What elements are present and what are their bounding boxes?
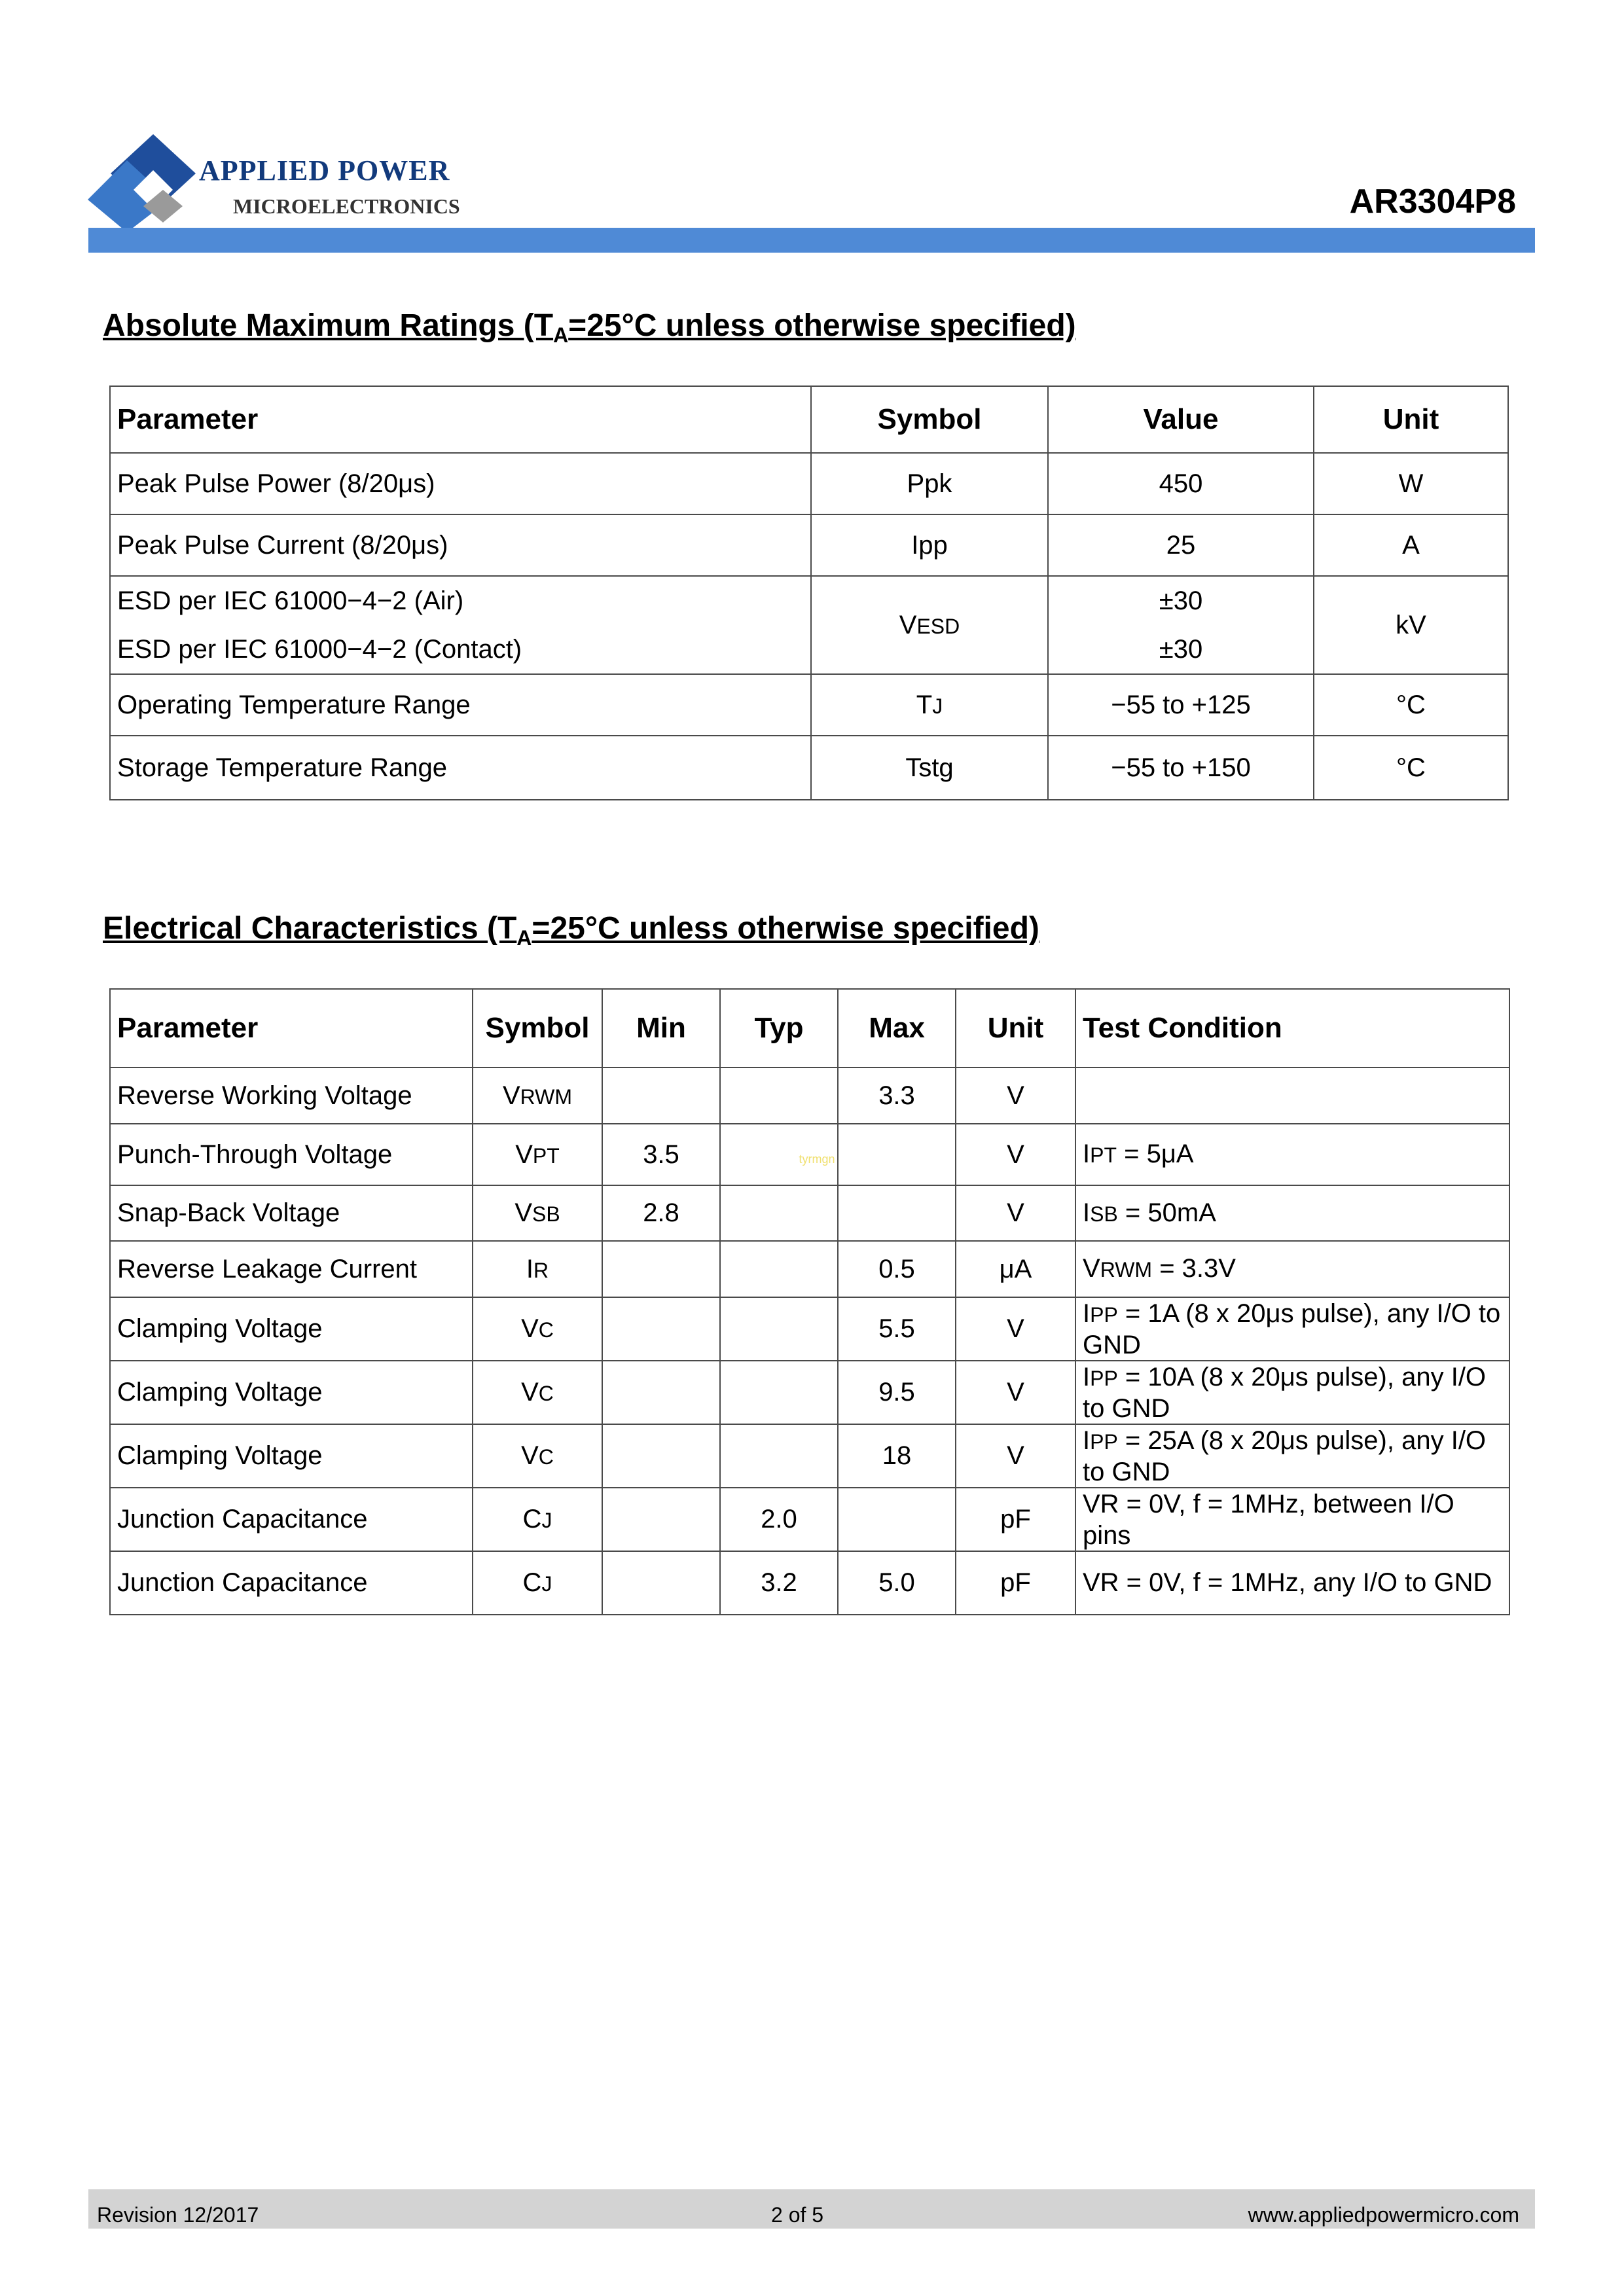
min-cell — [602, 1488, 720, 1551]
value-line: ±30 — [1159, 586, 1203, 615]
table-row — [110, 514, 1508, 576]
max-cell: 9.5 — [838, 1361, 956, 1424]
table-row — [110, 576, 1508, 674]
table-row — [110, 453, 1508, 514]
table-row — [110, 1424, 1509, 1488]
unit-cell: V — [956, 1361, 1075, 1424]
max-cell — [838, 1185, 956, 1241]
faint-mark: tyrmgn — [799, 1152, 835, 1166]
electrical-characteristics-table — [109, 988, 1510, 1615]
unit-cell: pF — [956, 1488, 1075, 1551]
unit-cell: V — [956, 1185, 1075, 1241]
max-cell: 0.5 — [838, 1241, 956, 1297]
header-cell: Parameter — [110, 989, 473, 1067]
header-cell: Unit — [956, 989, 1075, 1067]
min-cell: 3.5 — [602, 1124, 720, 1185]
typ-cell — [720, 1297, 838, 1361]
typ-cell — [720, 1185, 838, 1241]
header-bar — [88, 228, 1535, 253]
param-cell: Reverse Working Voltage — [110, 1067, 473, 1124]
header-cell: Value — [1048, 386, 1314, 453]
logo-name-line2: MICROELECTRONICS — [233, 194, 460, 218]
min-cell — [602, 1241, 720, 1297]
part-number: AR3304P8 — [1349, 183, 1516, 221]
unit-cell: pF — [956, 1551, 1075, 1615]
footer-page-number: 2 of 5 — [771, 2203, 824, 2227]
max-cell: 5.5 — [838, 1297, 956, 1361]
header-cell: Unit — [1314, 386, 1508, 453]
param-cell: Punch-Through Voltage — [110, 1124, 473, 1185]
param-cell: Snap-Back Voltage — [110, 1185, 473, 1241]
table-row — [110, 1185, 1509, 1241]
value-cell — [1048, 576, 1314, 674]
unit-cell: V — [956, 1067, 1075, 1124]
header-cell: Symbol — [473, 989, 602, 1067]
condition-cell — [1075, 1067, 1509, 1124]
max-cell: 5.0 — [838, 1551, 956, 1615]
header-cell: Parameter — [110, 386, 811, 453]
min-cell: 2.8 — [602, 1185, 720, 1241]
ec-section-title: Electrical Characteristics ($T_A=25^\circ C$ unless otherwise specified) — [103, 911, 1039, 950]
footer-revision: Revision 12/2017 — [97, 2203, 259, 2227]
param-cell: Reverse Leakage Current — [110, 1241, 473, 1297]
symbol-cell: VESD — [811, 576, 1048, 674]
value-cell: 450 — [1048, 453, 1314, 514]
condition-cell: IPT = 5μA — [1075, 1124, 1509, 1185]
condition-cell: ISB = 50mA — [1075, 1185, 1509, 1241]
unit-cell: V — [956, 1424, 1075, 1488]
company-logo — [88, 134, 460, 232]
param-cell: Junction Capacitance — [110, 1551, 473, 1615]
min-cell — [602, 1067, 720, 1124]
value-line: ±30 — [1159, 635, 1203, 664]
unit-cell: kV — [1314, 576, 1508, 674]
param-line: ESD per IEC 61000−4−2 (Air) — [117, 586, 464, 615]
typ-cell — [720, 1361, 838, 1424]
amr-section-title: Absolute Maximum Ratings ($T_A=25^\circ C$ unless otherwise specified) — [103, 308, 1076, 347]
symbol-cell: Ppk — [811, 453, 1048, 514]
max-cell: 3.3 — [838, 1067, 956, 1124]
unit-cell: °C — [1314, 736, 1508, 800]
max-cell: 18 — [838, 1424, 956, 1488]
min-cell — [602, 1551, 720, 1615]
symbol-cell: VC — [473, 1424, 602, 1488]
min-cell — [602, 1297, 720, 1361]
header-cell: Typ — [720, 989, 838, 1067]
header-cell: Symbol — [811, 386, 1048, 453]
min-cell — [602, 1361, 720, 1424]
logo-name-line1: APPLIED POWER — [199, 154, 450, 187]
param-cell: Clamping Voltage — [110, 1424, 473, 1488]
min-cell — [602, 1424, 720, 1488]
condition-cell: IPP = 10A (8 x 20μs pulse), any I/O to GND — [1075, 1361, 1509, 1424]
typ-cell: 2.0 — [720, 1488, 838, 1551]
unit-cell: V — [956, 1124, 1075, 1185]
typ-cell — [720, 1124, 838, 1185]
param-cell — [110, 576, 811, 674]
condition-cell: IPP = 25A (8 x 20μs pulse), any I/O to GND — [1075, 1424, 1509, 1488]
table-row — [110, 1551, 1509, 1615]
condition-cell: VR = 0V, f = 1MHz, between I/O pins — [1075, 1488, 1509, 1551]
header-cell: Min — [602, 989, 720, 1067]
value-cell: 25 — [1048, 514, 1314, 576]
absolute-max-ratings-table — [109, 386, 1509, 800]
param-cell: Clamping Voltage — [110, 1297, 473, 1361]
header-cell: Max — [838, 989, 956, 1067]
param-cell: Peak Pulse Current (8/20μs) — [110, 514, 811, 576]
symbol-cell: VPT — [473, 1124, 602, 1185]
symbol-cell: CJ — [473, 1551, 602, 1615]
symbol-cell: Ipp — [811, 514, 1048, 576]
symbol-cell: Tstg — [811, 736, 1048, 800]
table-row — [110, 674, 1508, 736]
table-row — [110, 1067, 1509, 1124]
value-cell: −55 to +125 — [1048, 674, 1314, 736]
symbol-cell: VC — [473, 1361, 602, 1424]
max-cell — [838, 1124, 956, 1185]
unit-cell: A — [1314, 514, 1508, 576]
unit-cell: °C — [1314, 674, 1508, 736]
condition-cell: IPP = 1A (8 x 20μs pulse), any I/O to GND — [1075, 1297, 1509, 1361]
condition-cell: VR = 0V, f = 1MHz, any I/O to GND — [1075, 1551, 1509, 1615]
typ-cell: 3.2 — [720, 1551, 838, 1615]
typ-cell — [720, 1067, 838, 1124]
symbol-cell: VSB — [473, 1185, 602, 1241]
typ-cell — [720, 1424, 838, 1488]
unit-cell: μA — [956, 1241, 1075, 1297]
param-cell: Clamping Voltage — [110, 1361, 473, 1424]
header-cell: Test Condition — [1075, 989, 1509, 1067]
condition-cell: VRWM = 3.3V — [1075, 1241, 1509, 1297]
symbol-cell: VC — [473, 1297, 602, 1361]
table-row — [110, 1241, 1509, 1297]
max-cell — [838, 1488, 956, 1551]
symbol-cell: CJ — [473, 1488, 602, 1551]
table-header-row — [110, 386, 1508, 453]
symbol-cell: VRWM — [473, 1067, 602, 1124]
param-cell: Peak Pulse Power (8/20μs) — [110, 453, 811, 514]
table-row — [110, 1361, 1509, 1424]
unit-cell: V — [956, 1297, 1075, 1361]
param-cell: Storage Temperature Range — [110, 736, 811, 800]
table-row — [110, 736, 1508, 800]
logo-mark-icon — [88, 134, 199, 232]
value-cell: −55 to +150 — [1048, 736, 1314, 800]
footer-website: www.appliedpowermicro.com — [1248, 2203, 1519, 2227]
table-row — [110, 1488, 1509, 1551]
table-header-row — [110, 989, 1509, 1067]
table-row — [110, 1124, 1509, 1185]
typ-cell — [720, 1241, 838, 1297]
param-line: ESD per IEC 61000−4−2 (Contact) — [117, 635, 522, 664]
symbol-cell: TJ — [811, 674, 1048, 736]
param-cell: Junction Capacitance — [110, 1488, 473, 1551]
unit-cell: W — [1314, 453, 1508, 514]
symbol-cell: IR — [473, 1241, 602, 1297]
param-cell: Operating Temperature Range — [110, 674, 811, 736]
table-row — [110, 1297, 1509, 1361]
